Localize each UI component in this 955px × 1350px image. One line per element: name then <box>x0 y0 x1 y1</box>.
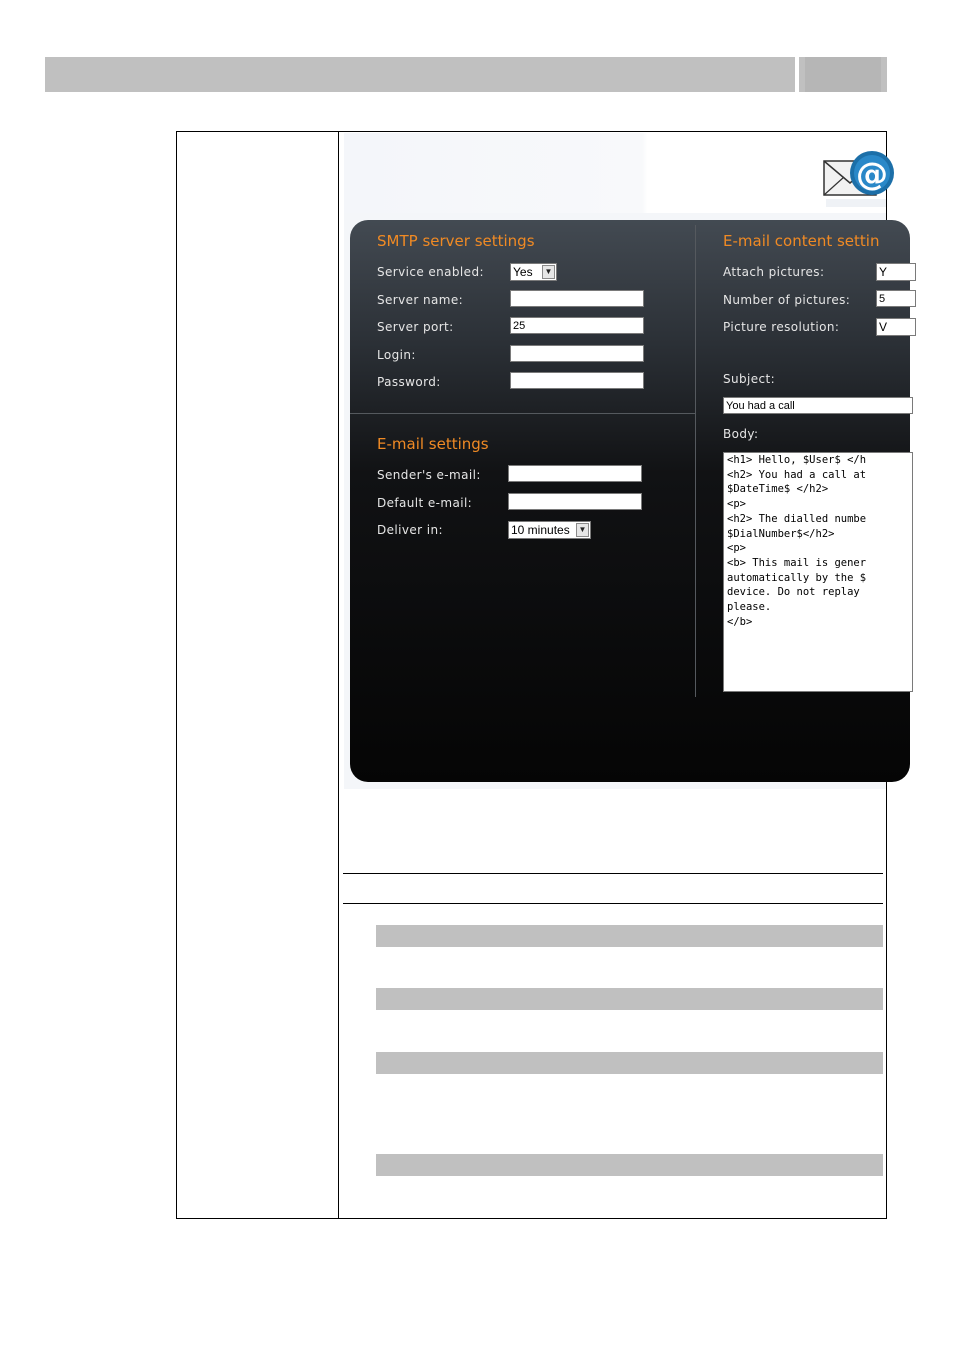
login-field[interactable] <box>510 345 644 362</box>
body-line: <h2> The dialled numbe <box>727 512 867 525</box>
server-port-field[interactable]: 25 <box>510 317 644 334</box>
body-line: <b> This mail is gener <box>727 556 867 569</box>
body-line: <h2> You had a call at <box>727 468 867 481</box>
password-label: Password: <box>377 375 441 389</box>
body-line: </b> <box>727 615 753 628</box>
body-label: Body: <box>723 427 759 441</box>
header-separator <box>795 57 799 92</box>
content-section-title: E-mail content settin <box>723 232 880 250</box>
server-name-label: Server name: <box>377 293 464 307</box>
chevron-down-icon[interactable]: ▼ <box>542 265 555 279</box>
table-rule <box>343 903 883 904</box>
sender-email-label: Sender's e-mail: <box>377 468 481 482</box>
server-name-field[interactable] <box>510 290 644 307</box>
attach-pictures-select[interactable] <box>876 263 916 281</box>
screenshot-banner <box>344 133 886 213</box>
table-column-divider <box>338 131 339 1219</box>
attach-pictures-value: Y <box>879 265 888 279</box>
picture-resolution-label: Picture resolution: <box>723 320 840 334</box>
header-page-tab <box>805 57 881 92</box>
email-section-title: E-mail settings <box>377 435 489 453</box>
deliver-in-select[interactable] <box>508 521 591 539</box>
table-rule <box>343 873 883 874</box>
settings-panel <box>350 220 910 782</box>
default-email-field[interactable] <box>508 493 642 510</box>
service-enabled-label: Service enabled: <box>377 265 484 279</box>
envelope-at-icon <box>822 141 892 211</box>
password-field[interactable] <box>510 372 644 389</box>
body-line: please. <box>727 601 772 614</box>
subject-label: Subject: <box>723 372 776 386</box>
body-textarea[interactable] <box>723 452 913 692</box>
body-line: $DateTime$ </h2> <box>727 483 829 496</box>
smtp-section-title: SMTP server settings <box>377 232 535 250</box>
grey-bar <box>376 1154 883 1176</box>
svg-text:@: @ <box>856 155 888 193</box>
body-line: <p> <box>727 498 746 511</box>
number-of-pictures-label: Number of pictures: <box>723 293 851 307</box>
picture-resolution-value: V <box>879 320 888 334</box>
header-bar <box>45 57 887 92</box>
deliver-in-label: Deliver in: <box>377 523 443 537</box>
service-enabled-value: Yes <box>513 265 533 279</box>
body-line: device. Do not replay <box>727 586 860 599</box>
service-enabled-select[interactable] <box>510 263 557 281</box>
attach-pictures-label: Attach pictures: <box>723 265 825 279</box>
sender-email-field[interactable] <box>508 465 642 482</box>
grey-bar <box>376 988 883 1010</box>
body-line: <p> <box>727 542 746 555</box>
login-label: Login: <box>377 348 416 362</box>
body-line: $DialNumber$</h2> <box>727 527 835 540</box>
body-line: automatically by the $ <box>727 571 867 584</box>
panel-horizontal-divider <box>350 413 695 414</box>
deliver-in-value: 10 minutes <box>511 523 570 537</box>
grey-bar <box>376 1052 883 1074</box>
default-email-label: Default e-mail: <box>377 496 473 510</box>
picture-resolution-select[interactable] <box>876 318 916 336</box>
number-of-pictures-field[interactable]: 5 <box>876 290 916 307</box>
body-line: <h1> Hello, $User$ </h <box>727 454 867 466</box>
chevron-down-icon[interactable]: ▼ <box>576 523 589 537</box>
panel-vertical-divider <box>695 225 696 697</box>
email-settings-screenshot <box>344 133 886 789</box>
grey-bar <box>376 925 883 947</box>
server-port-label: Server port: <box>377 320 454 334</box>
subject-field[interactable]: You had a call <box>723 397 913 414</box>
